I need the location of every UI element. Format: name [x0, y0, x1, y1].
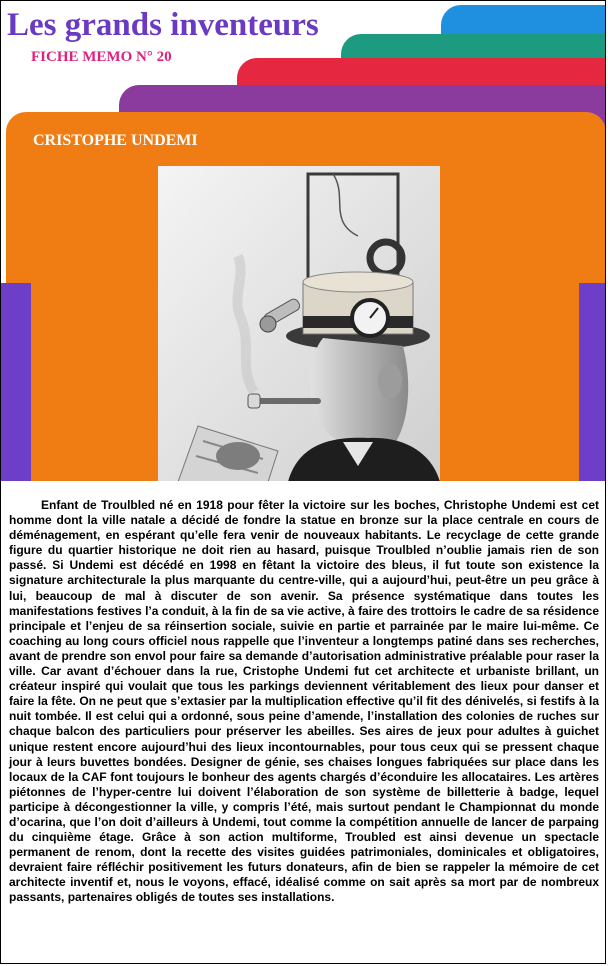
subject-name: CRISTOPHE UNDEMI [33, 132, 198, 149]
portrait-illustration [158, 166, 440, 481]
article-body: Enfant de Troulbled né en 1918 pour fêter la victoire sur les boches, Christophe Undemi est cet homme dont la ville natale a décidé de fondre la statue en bronze sur la place centrale en cours de déménagement, en espérant qu’elle fera venir de nouveaux habitants. Le recyclage de cette grande figure du quartier historique ne doit rien au hasard, puisque Troulbled n’oublie jamais rien de son passé. Si Undemi est décédé en 1998 en fêtant la victoire des bleus, il fut toute son existence la signature architecturale la plus marquante du centre-ville, qui a aujourd’hui, peut-être un peu grâce à lui, beaucoup de mal à discuter de son avenir. Sa présence systématique dans toutes les manifestations festives l’a conduit, à la fin de sa vie active, à faire des trottoirs le cadre de sa résidence principale et l’enjeu de sa réinsertion sociale, suivie en partie et parrainée par le maire lui-même. Ce coaching au long cours officiel nous rappelle que l’inventeur a longtemps patiné dans ses recherches, avant de prendre son envol pour faire sa demande d’autorisation administrative préalable pour raser la ville. Car avant d’échouer dans la rue, Cristophe Undemi fut cet architecte et urbaniste brillant, un créateur inspiré qui voulait que tous les parkings deviennent véritablement des lieux pour danser et faire la fête. On ne peut que s’extasier par la multiplication effective qu’il fit des dénivelés, si festifs à la nuit tombée. Il est celui qui a ordonné, sous peine d’amende, l’installation des colonies de ruches sur chaque balcon des particuliers pour préserver les abeilles. Ses aires de jeux pour adultes à guichet unique restent encore aujourd’hui des lieux incontournables, pour tous ceux qui se pressent chaque jour à leurs buvettes bondées. Designer de génie, ses chaises longues fabriquées sur place dans les locaux de la CAF font toujours le bonheur des agents chargés d’éconduire les allocataires. Les artères piétonnes de l’hyper-centre lui doivent l’élaboration de son système de billetterie à badge, lequel participe à décongestionner la ville, y compris l’été, mais surtout pendant le Championnat du monde d’ocarina, que l’on doit d’ailleurs à Undemi, tout comme la compétition annuelle de lancer de parpaing du cinquième étage. Grâce à son action multiforme, Troubled est ainsi devenue un spectacle permanent de renom, dont la recette des visites guidées patrimoniales, dominicales et obligatoires, devraient faire réfléchir positivement les futurs donateurs, afin de bien se rappeler la mémoire de cet architecte inventif et, nous le voyons, effacé, idéalisé comme on sait après sa mort par de nombreux passants, partenaires obligés de toutes ses installations. [9, 498, 599, 905]
header-banner [1, 1, 606, 481]
side-band-right [579, 283, 606, 481]
side-band-left [1, 283, 31, 481]
inventor-portrait-icon [158, 166, 440, 481]
page-title: Les grands inventeurs [7, 7, 319, 43]
memo-number: FICHE MEMO N° 20 [31, 49, 172, 65]
